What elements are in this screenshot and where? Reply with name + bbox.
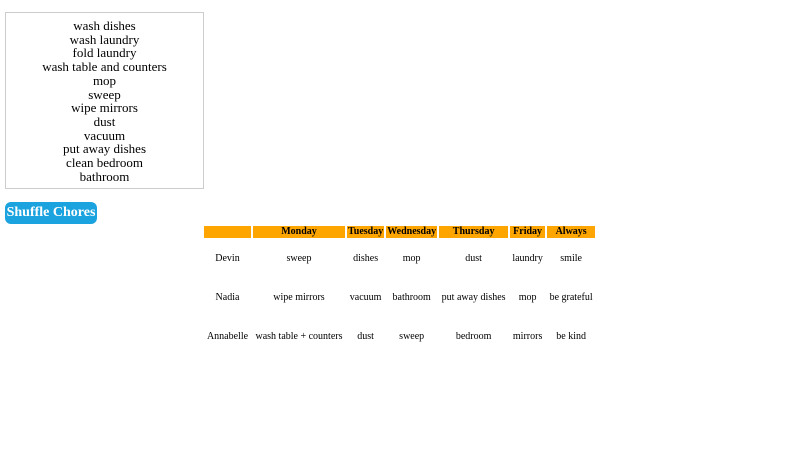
person-name: Nadia xyxy=(215,292,240,303)
table-cell: dust xyxy=(465,253,482,264)
header-cell-monday: Monday xyxy=(253,226,345,238)
header-cell-tuesday: Tuesday xyxy=(348,226,384,237)
chore-item: bathroom xyxy=(79,168,130,184)
chore-item: wash table and counters xyxy=(42,59,167,75)
table-cell: vacuum xyxy=(349,292,382,303)
header-cell-wednesday: Wednesday xyxy=(387,226,437,237)
table-header-row xyxy=(204,226,595,238)
table-cell: wipe mirrors xyxy=(273,292,325,303)
chore-schedule-table xyxy=(202,224,597,357)
table-cell: mop xyxy=(518,292,537,303)
table-row xyxy=(204,240,595,277)
table-cell: wash table + counters xyxy=(255,331,343,342)
person-name: Annabelle xyxy=(206,331,249,342)
chore-list xyxy=(5,12,204,189)
table-cell: be grateful xyxy=(549,292,593,303)
chore-item: wash dishes xyxy=(73,18,136,33)
chore-item: dust xyxy=(93,113,116,129)
chore-item: put away dishes xyxy=(62,141,147,157)
header-cell-always: Always xyxy=(547,226,595,238)
table-cell: mirrors xyxy=(512,331,543,342)
chore-item: sweep xyxy=(88,86,121,102)
table-cell: put away dishes xyxy=(441,292,506,303)
table-row xyxy=(204,279,595,316)
table-cell: sweep xyxy=(399,331,425,342)
table-cell: smile xyxy=(560,253,582,264)
table-cell: be kind xyxy=(556,331,586,342)
person-name: Devin xyxy=(215,253,240,264)
chore-item: mop xyxy=(92,72,117,88)
table-cell: sweep xyxy=(286,253,312,264)
table-cell: dishes xyxy=(353,253,379,264)
chore-item: wipe mirrors xyxy=(71,100,138,116)
table-cell: bedroom xyxy=(455,331,492,342)
chore-item: fold laundry xyxy=(72,45,137,61)
table-cell: laundry xyxy=(512,253,543,264)
shuffle-chores-button[interactable]: Shuffle Chores xyxy=(5,202,97,224)
table-row xyxy=(204,318,595,355)
chore-item: clean bedroom xyxy=(66,155,143,171)
table-cell: mop xyxy=(402,253,421,264)
header-cell-name xyxy=(204,226,251,238)
table-cell: dust xyxy=(357,331,374,342)
header-cell-thursday: Thursday xyxy=(439,226,508,238)
chore-item: wash laundry xyxy=(69,31,140,47)
table-cell: bathroom xyxy=(392,292,431,303)
header-cell-friday: Friday xyxy=(510,226,545,238)
chore-item: vacuum xyxy=(83,127,126,143)
